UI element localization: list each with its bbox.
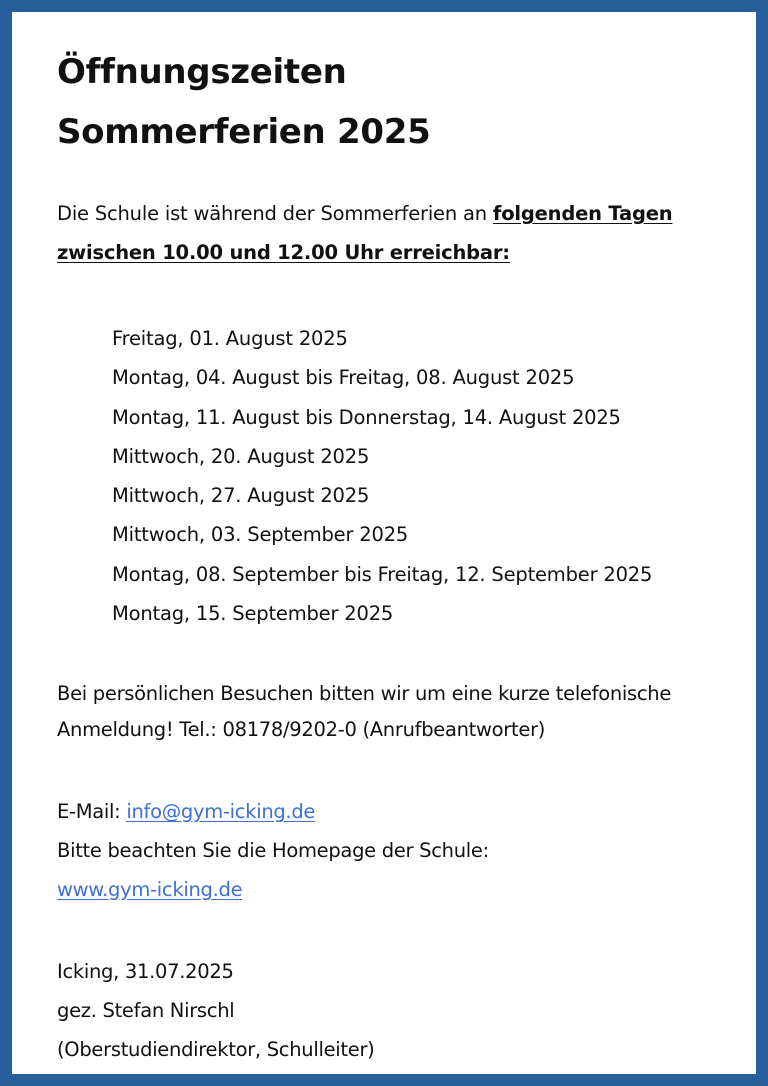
date-item: Montag, 11. August bis Donnerstag, 14. August 2025 — [112, 405, 621, 429]
page-title — [57, 42, 430, 162]
date-item: Mittwoch, 27. August 2025 — [112, 484, 370, 508]
email-link[interactable]: info@gym-icking.de — [126, 800, 316, 823]
date-item: Mittwoch, 03. September 2025 — [112, 523, 409, 547]
visit-note-line-2: Anmeldung! Tel.: 08178/9202-0 (Anrufbeantworter) — [57, 718, 546, 741]
contact-block — [57, 792, 489, 909]
intro-text: Die Schule ist während der Sommerferien an — [57, 202, 493, 225]
email-label: E-Mail: — [57, 800, 127, 823]
intro-emphasis-2: zwischen 10.00 und 12.00 Uhr erreichbar: — [57, 241, 510, 264]
title-line-1: Öffnungszeiten — [57, 52, 347, 92]
place-date: Icking, 31.07.2025 — [57, 960, 234, 983]
signatory-role: (Oberstudiendirektor, Schulleiter) — [57, 1038, 375, 1061]
opening-dates-list — [112, 319, 652, 633]
date-item: Montag, 15. September 2025 — [112, 602, 394, 626]
signatory-name: gez. Stefan Nirschl — [57, 999, 235, 1022]
date-item: Mittwoch, 20. August 2025 — [112, 444, 370, 468]
intro-emphasis-1: folgenden Tagen — [492, 202, 673, 225]
signature-block — [57, 952, 374, 1069]
homepage-text: Bitte beachten Sie die Homepage der Schule: — [57, 839, 489, 862]
date-item: Montag, 08. September bis Freitag, 12. September 2025 — [112, 562, 653, 586]
date-item: Freitag, 01. August 2025 — [112, 327, 348, 350]
visit-note-line-1: Bei persönlichen Besuchen bitten wir um eine kurze telefonische — [57, 682, 672, 705]
homepage-link[interactable]: www.gym-icking.de — [57, 878, 243, 901]
intro-paragraph — [57, 194, 737, 272]
homepage-line — [57, 870, 489, 909]
title-line-2: Sommerferien 2025 — [57, 112, 431, 152]
notice-sheet — [12, 12, 756, 1074]
visit-note — [57, 676, 747, 748]
date-item: Montag, 04. August bis Freitag, 08. August 2025 — [112, 366, 575, 390]
email-line — [57, 792, 489, 831]
